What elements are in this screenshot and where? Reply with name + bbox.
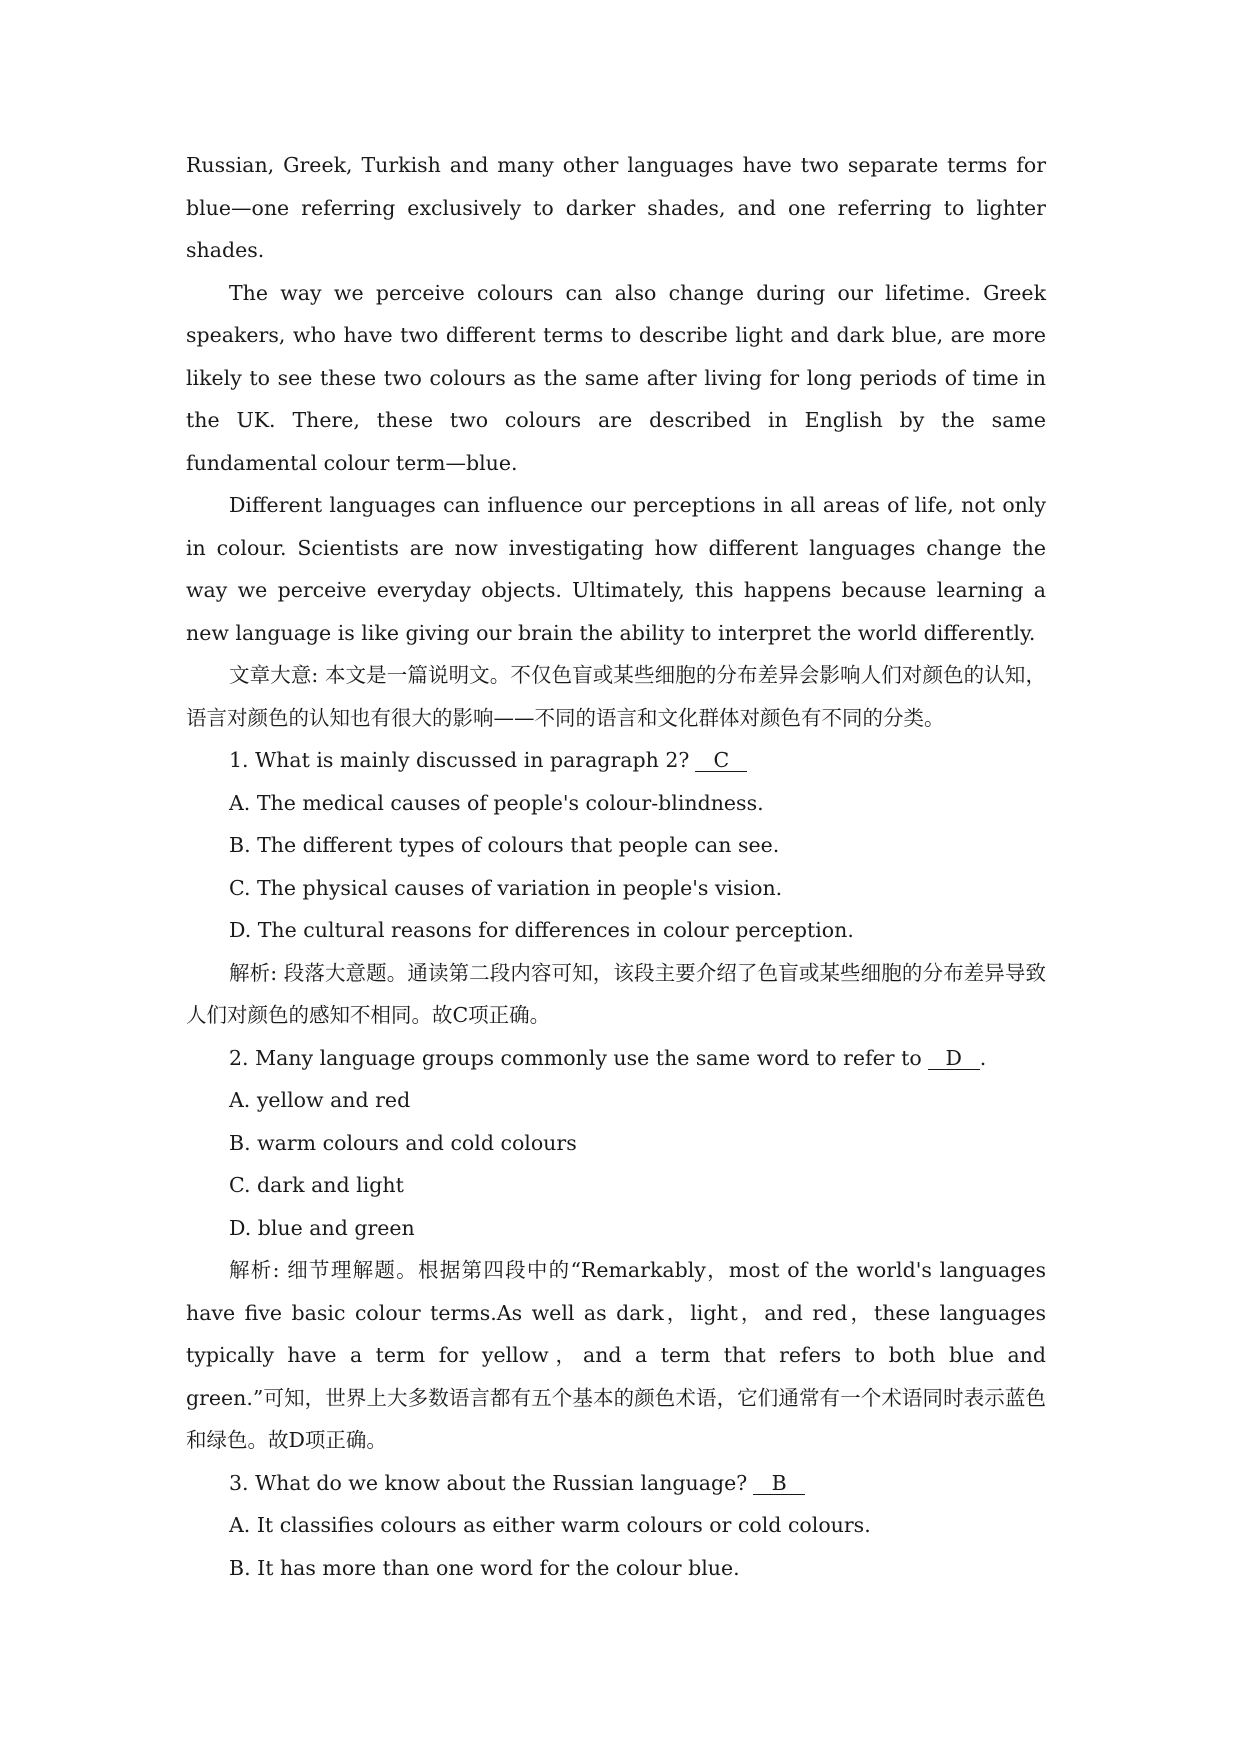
question-text-end: . — [979, 1045, 987, 1070]
option-a: A. The medical causes of people's colour-blindness. — [229, 790, 764, 815]
option-b: B. It has more than one word for the colour blue. — [229, 1555, 740, 1580]
passage-paragraph-3: Different languages can influence our perceptions in all areas of life, not only in colour. Scientists are now investigating how different languages change the way we perceive everyday objects. Ultimately, this happens because learning a new language is like giving our brain the ability to interpret the world differently. — [186, 493, 1046, 645]
option-a: A. It classifies colours as either warm colours or cold colours. — [229, 1513, 871, 1537]
answer-blank: B — [753, 1472, 805, 1495]
answer-blank: C — [695, 749, 747, 772]
option-d: D. blue and green — [229, 1215, 415, 1240]
question-analysis: 解析: 段落大意题。通读第二段内容可知，该段主要介绍了色盲或某些细胞的分布差异导致人们对颜色的感知不相同。故C项正确。 — [186, 960, 1046, 1027]
question-3 — [186, 1462, 1046, 1590]
question-2 — [186, 1037, 1046, 1462]
question-analysis: 解析: 细节理解题。根据第四段中的“Remarkably，most of the world's languages have five basic colour terms.As well as dark，light，and red，these languages typically have a term for yellow，and a term that refers to both blue and green.”可知，世界上大多数语言都有五个基本的颜色术语，它们通常有一个术语同时表示蓝色和绿色。故D项正确。 — [186, 1258, 1046, 1452]
question-text: 2. Many language groups commonly use the same word to refer to — [229, 1045, 922, 1070]
option-c: C. The physical causes of variation in people's vision. — [229, 875, 783, 900]
question-text: 3. What do we know about the Russian language? — [229, 1470, 748, 1495]
question-stem — [186, 1037, 1046, 1080]
option-d: D. The cultural reasons for differences in colour perception. — [229, 918, 854, 942]
question-stem — [186, 739, 1046, 782]
answer-blank: D — [928, 1047, 980, 1070]
passage-paragraph-2: The way we perceive colours can also change during our lifetime. Greek speakers, who have two different terms to describe light and dark blue, are more likely to see these two colours as the same after living for long periods of time in the UK. There, these two colours are described in English by the same fundamental colour term—blue. — [186, 280, 1046, 475]
question-1 — [186, 739, 1046, 1037]
question-stem — [186, 1462, 1046, 1505]
option-c: C. dark and light — [229, 1173, 404, 1197]
question-text: 1. What is mainly discussed in paragraph 2? — [229, 748, 690, 772]
document-page — [186, 144, 1046, 1589]
option-b: B. The different types of colours that people can see. — [229, 833, 780, 857]
article-summary: 文章大意: 本文是一篇说明文。不仅色盲或某些细胞的分布差异会影响人们对颜色的认知，语言对颜色的认知也有很大的影响——不同的语言和文化群体对颜色有不同的分类。 — [186, 663, 1046, 730]
passage-paragraph-1: Russian, Greek, Turkish and many other languages have two separate terms for blue—one referring exclusively to darker shades, and one referring to lighter shades. — [186, 153, 1046, 262]
option-b: B. warm colours and cold colours — [229, 1130, 577, 1155]
option-a: A. yellow and red — [229, 1088, 411, 1112]
